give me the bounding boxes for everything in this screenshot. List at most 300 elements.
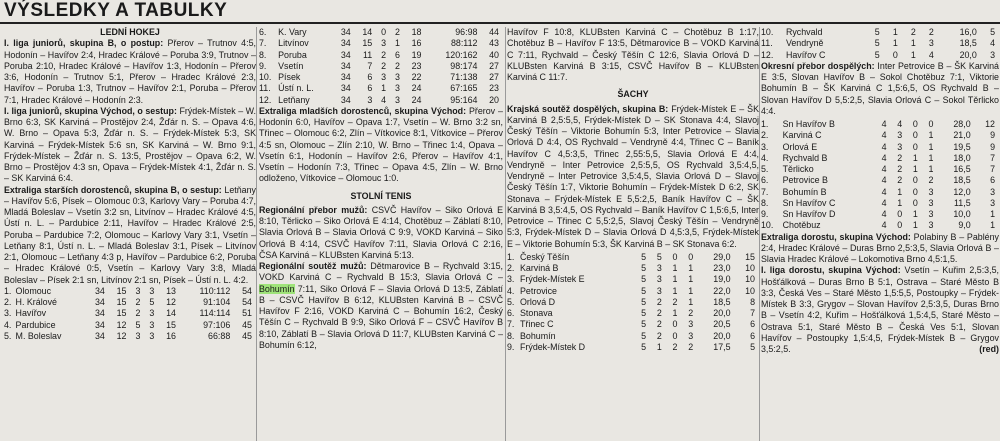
stat-cell: 1	[672, 263, 678, 273]
team-cell: Sn Havířov D	[782, 209, 836, 219]
stat-cell: 44	[489, 27, 499, 37]
heading: Extraliga mladších dorostenců, skupina Východ:	[259, 105, 467, 116]
stat-cell: 7	[990, 164, 995, 174]
stat-cell: 2	[928, 27, 934, 37]
heading: I. liga juniorů, skupina Východ, o sestup:	[4, 105, 177, 116]
team-cell: Sn Havířov B	[782, 119, 835, 129]
team-cell: M. Boleslav	[15, 330, 62, 341]
stat-cell: 4	[881, 197, 887, 208]
rank-cell: 2.	[507, 263, 515, 273]
page-title: VÝSLEDKY A TABULKY	[4, 0, 228, 21]
stat-cell: 5	[641, 319, 647, 330]
stat-cell: 1	[688, 296, 694, 307]
team-cell: H. Králové	[15, 297, 57, 307]
heading: Okresní přebor dospělých:	[761, 60, 875, 71]
stat-cell: 66:88	[208, 330, 231, 341]
team-cell: Orlová D	[520, 296, 556, 307]
table-row	[761, 142, 999, 153]
stat-cell: 43	[489, 38, 499, 49]
stat-cell: 3	[149, 330, 155, 341]
stat-cell: 3	[928, 197, 934, 208]
stat-cell: 3	[656, 285, 662, 296]
stat-cell: 67:165	[450, 83, 478, 94]
column-3	[507, 27, 759, 441]
stat-cell: 8	[750, 296, 755, 307]
stat-cell: 4	[881, 119, 887, 129]
stat-cell: 18,5	[959, 38, 977, 49]
stat-cell: 1	[990, 209, 995, 219]
stat-cell: 0	[672, 330, 678, 341]
table-row	[761, 27, 999, 38]
stat-cell: 2	[897, 164, 903, 174]
results-text: Přerov – Trutnov 4:5, Hodonín – Havířov 2:4, Hradec Králové – Poruba 3:9, Trutnov – Poruba 2:10, Hradec Králové – Havířov 1:3, Hodonín – Přerov 3:6, Hodonín – Trutnov 5:1, Přerov – Hradec Králové 2:3, Havířov – Poruba 1:3, Trutnov – Havířov 2:1, Poruba – Přerov 7:1, Hradec Králové – Hodonín 2:3.	[4, 38, 256, 105]
stat-cell: 24	[411, 83, 422, 94]
stat-cell: 3	[928, 38, 934, 49]
rank-cell: 10.	[761, 220, 774, 231]
column-2	[259, 27, 503, 441]
stat-cell: 0	[892, 49, 898, 60]
stat-cell: 34	[340, 49, 351, 60]
rank-cell: 6.	[761, 175, 769, 186]
team-cell: Bohumín B	[782, 186, 827, 197]
stat-cell: 5	[641, 341, 647, 352]
stat-cell: 2	[656, 308, 662, 318]
team-cell: Olomouc	[15, 285, 52, 296]
team-cell: Frýdek-Místek D	[520, 341, 586, 352]
stat-cell: 9	[990, 141, 995, 152]
team-cell: Petrovice B	[782, 175, 828, 186]
stat-cell: 12	[116, 330, 127, 341]
stat-cell: 16,5	[953, 164, 971, 174]
stat-cell: 4	[881, 130, 887, 141]
stat-cell: 4	[897, 119, 903, 129]
rank-cell: 1.	[761, 119, 769, 129]
stat-cell: 1	[897, 197, 903, 208]
stat-cell: 34	[340, 27, 351, 37]
stat-cell: 3	[928, 209, 934, 219]
stat-cell: 11,5	[954, 197, 971, 208]
stat-cell: 1	[910, 38, 916, 49]
stat-cell: 1	[928, 130, 934, 141]
stat-cell: 5	[641, 263, 647, 273]
stat-cell: 1	[892, 38, 898, 49]
team-cell: Sn Havířov C	[782, 197, 836, 208]
stat-cell: 2	[395, 60, 400, 71]
team-cell: Rychvald	[785, 27, 823, 37]
stat-cell: 23	[411, 60, 422, 71]
stat-cell: 0	[912, 175, 918, 186]
stat-cell: 1	[381, 83, 387, 94]
stat-cell: 28,0	[953, 119, 971, 129]
stat-cell: 3	[395, 72, 400, 82]
column-1	[4, 27, 256, 441]
stat-cell: 3	[928, 220, 934, 231]
team-cell: Třinec C	[520, 319, 554, 330]
rank-cell: 2.	[761, 130, 769, 141]
stat-cell: 4	[881, 175, 887, 186]
page-header	[0, 0, 1000, 24]
team-cell: Rychvald B	[782, 152, 828, 163]
rank-cell: 5.	[507, 296, 515, 307]
stat-cell: 12,0	[953, 186, 971, 197]
stat-cell: 1	[656, 341, 662, 352]
stat-cell: 2	[381, 60, 387, 71]
stat-cell: 1	[928, 152, 934, 163]
heading: Regionální soutěž mužů:	[259, 261, 367, 271]
stat-cell: 3	[990, 49, 995, 60]
stat-cell: 2	[928, 175, 934, 186]
rank-cell: 8.	[259, 49, 267, 60]
team-cell: Těrlicko	[782, 164, 814, 174]
table-row	[259, 72, 503, 83]
stat-cell: 2	[897, 175, 903, 186]
stat-cell: 5	[750, 341, 755, 352]
stat-cell: 16	[166, 330, 176, 341]
article-youth-extraliga	[761, 232, 999, 266]
stat-cell: 2	[897, 152, 903, 163]
results-text: Přerov – Hodonín 6:0, Havířov – Opava 1:7, Vsetín – W. Brno 3:2 sn, Třinec – Olomouc 6:2, Zlín – Vítkovice 8:1, Vítkovice – Přerov 4:5 sn, Olomouc – Zlín 2:10, W. Brno – Třinec 1:4, Opava – Vsetín 6:1, Hodonín – Havířov 2:6, Přerov – Havířov 4:1, Vsetín – Hodonín 7:3, Třinec – Opava 4:5, Zlín – W. Brno odloženo, Vítkovice – Olomouc 1:0.	[259, 105, 503, 184]
stat-cell: 12	[166, 297, 176, 307]
team-cell: Karviná C	[782, 130, 822, 141]
stat-cell: 18,0	[953, 152, 971, 163]
rank-cell: 3.	[761, 141, 769, 152]
stat-cell: 7	[990, 152, 995, 163]
stat-cell: 96:98	[455, 27, 478, 37]
team-cell: Orlová E	[782, 141, 818, 152]
team-cell: Letňany	[278, 94, 310, 105]
stat-cell: 3	[149, 308, 155, 319]
stat-cell: 1	[672, 308, 678, 318]
stat-cell: 34	[94, 285, 105, 296]
stat-cell: 7	[750, 308, 755, 318]
stat-cell: 3	[990, 186, 995, 197]
table-row	[259, 38, 503, 49]
column-4	[761, 27, 999, 441]
stat-cell: 3	[897, 141, 903, 152]
table-row	[4, 297, 256, 308]
article-juniors-b	[4, 38, 256, 106]
stat-cell: 4	[881, 186, 887, 197]
stat-cell: 0	[897, 220, 903, 231]
table-row	[507, 319, 759, 330]
stat-cell: 20,0	[713, 308, 731, 318]
stat-cell: 0	[688, 251, 694, 262]
stat-cell: 2	[688, 341, 694, 352]
table-row	[761, 209, 999, 220]
article-regional-league-continued: Havířov F 10:8, KLUBsten Karviná C – Chotěbuz B 1:17, Chotěbuz B – Havířov F 13:5, Dětmarovice B – VOKD Karviná C 7:11, Rychvald – Český Těšín C 12:6, Slavia Orlová D – KLUBsten Karviná B 3:15, CSVČ Havířov B – KLUBsten Karviná C 11:7.	[507, 27, 759, 82]
table-row	[761, 220, 999, 231]
stat-cell: 98:174	[450, 60, 478, 71]
stat-cell: 6	[367, 83, 373, 94]
stat-cell: 88:112	[450, 38, 478, 49]
section-title-hockey: LEDNÍ HOKEJ	[100, 27, 160, 37]
stat-cell: 14	[166, 308, 176, 319]
stat-cell: 5	[149, 297, 155, 307]
table-row	[761, 198, 999, 209]
stat-cell: 45	[242, 330, 252, 341]
stat-cell: 9	[990, 130, 995, 141]
stat-cell: 0	[912, 130, 918, 141]
rank-cell: 9.	[259, 60, 267, 71]
stat-cell: 15	[116, 308, 127, 319]
stat-cell: 2	[688, 308, 694, 318]
stat-cell: 2	[135, 308, 141, 319]
stat-cell: 4	[990, 38, 995, 49]
stat-cell: 3	[149, 285, 155, 296]
table-row	[4, 320, 256, 331]
article-regional-league	[259, 261, 503, 351]
stat-cell: 7	[367, 60, 373, 71]
standings-table-district	[761, 119, 999, 232]
heading: Extraliga dorostu, skupina Východ:	[761, 231, 911, 242]
stat-cell: 27	[489, 60, 499, 71]
stat-cell: 2	[395, 27, 400, 37]
rank-cell: 8.	[507, 330, 515, 341]
stat-cell: 2	[656, 319, 662, 330]
highlighted-team: Bohumín	[259, 283, 295, 294]
team-cell: Frýdek-Místek E	[520, 274, 585, 285]
stat-cell: 18,5	[713, 296, 731, 307]
stat-cell: 17,5	[713, 341, 731, 352]
stat-cell: 2	[135, 297, 141, 307]
stat-cell: 12	[116, 319, 127, 330]
table-row	[507, 308, 759, 319]
team-cell: Litvínov	[278, 38, 309, 49]
stat-cell: 34	[94, 330, 105, 341]
stat-cell: 3	[395, 94, 400, 105]
results-text: CSVČ Havířov – Siko Orlová E 8:10, Těrlicko – Siko Orlová E 4:14, Chotěbuz – Záblatí 8:10, Slavia Orlová B – Slavia Orlová C 9:9, VOKD Karviná – Siko Orlová B 4:14, CSVČ Havířov 7:11, Slavia Orlová C 2:16, ČSA Karviná – KLUBsten Karviná 5:13.	[259, 204, 503, 260]
stat-cell: 5	[874, 27, 880, 37]
article-youth-first-league	[761, 265, 999, 355]
stat-cell: 4	[881, 164, 887, 174]
article-younger-youth	[259, 106, 503, 185]
stat-cell: 1	[672, 285, 678, 296]
rank-cell: 7.	[761, 186, 769, 197]
rank-cell: 7.	[507, 319, 515, 330]
rank-cell: 11.	[259, 83, 271, 94]
stat-cell: 6	[750, 330, 755, 341]
stat-cell: 0	[672, 319, 678, 330]
table-row	[761, 38, 999, 49]
stat-cell: 24	[411, 94, 422, 105]
stat-cell: 1	[928, 141, 934, 152]
stat-cell: 0	[912, 197, 918, 208]
table-row	[761, 50, 999, 61]
stat-cell: 71:138	[450, 72, 478, 82]
standings-table-chess-regional	[507, 252, 759, 353]
table-row	[761, 153, 999, 164]
stat-cell: 15	[362, 38, 373, 49]
stat-cell: 6	[990, 175, 995, 186]
stat-cell: 10	[745, 285, 755, 296]
rank-cell: 4.	[761, 152, 769, 163]
stat-cell: 1	[990, 220, 995, 231]
stat-cell: 0	[928, 119, 934, 129]
team-cell: Poruba	[278, 49, 307, 60]
standings-table-hockey-continued	[259, 27, 503, 106]
stat-cell: 34	[94, 297, 105, 307]
stat-cell: 1	[672, 274, 678, 285]
stat-cell: 0	[912, 119, 918, 129]
stat-cell: 3	[149, 319, 155, 330]
team-cell: Havířov	[15, 308, 47, 319]
stat-cell: 1	[912, 164, 918, 174]
rank-cell: 10.	[761, 27, 774, 37]
article-district-championship	[761, 61, 999, 117]
stat-cell: 34	[94, 319, 105, 330]
stat-cell: 2	[656, 330, 662, 341]
rank-cell: 11.	[761, 38, 773, 49]
stat-cell: 3	[381, 38, 387, 49]
team-cell: Vendryně	[785, 38, 824, 49]
stat-cell: 34	[340, 94, 351, 105]
stat-cell: 1	[892, 27, 898, 37]
stat-cell: 29,0	[713, 251, 731, 262]
table-row	[507, 263, 759, 274]
stat-cell: 4	[881, 152, 887, 163]
table-row	[4, 286, 256, 297]
heading: Extraliga starších dorostenců, skupina B, o sestup:	[4, 184, 222, 195]
stat-cell: 3	[897, 130, 903, 141]
stat-cell: 13	[166, 285, 176, 296]
stat-cell: 97:106	[203, 319, 231, 330]
stat-cell: 22	[411, 72, 422, 82]
rank-cell: 9.	[761, 209, 769, 219]
stat-cell: 3	[381, 72, 387, 82]
stat-cell: 51	[242, 308, 252, 319]
heading: I. liga juniorů, skupina B, o postup:	[4, 38, 164, 49]
stat-cell: 16,0	[959, 27, 977, 37]
heading: Krajská soutěž dospělých, skupina B:	[507, 103, 669, 114]
stat-cell: 5	[990, 27, 995, 37]
table-row	[507, 286, 759, 297]
stat-cell: 3	[688, 330, 694, 341]
column-divider	[505, 27, 506, 441]
stat-cell: 3	[367, 94, 373, 105]
stat-cell: 54	[242, 297, 252, 307]
stat-cell: 20,5	[713, 319, 731, 330]
stat-cell: 5	[641, 274, 647, 285]
results-text: Inter Petrovice B – ŠK Karviná E 3:5, Slovan Havířov B – Sokol Chotěbuz 7:1, Viktorie Bohumín B – ŠK Karviná C 1,5:6,5, OS Rychvald B – Slovan Havířov D 5,5:2,5, Slavia Orlová C – Sokol Těrlicko 4:4.	[761, 60, 999, 116]
stat-cell: 23	[489, 83, 499, 94]
stat-cell: 1	[912, 152, 918, 163]
team-cell: Karviná B	[520, 263, 559, 273]
article-chess-regional	[507, 104, 759, 250]
team-cell: Český Těšín	[520, 251, 570, 262]
stat-cell: 3	[688, 319, 694, 330]
table-row	[4, 308, 256, 319]
team-cell: Havířov C	[785, 49, 826, 60]
stat-cell: 23,0	[713, 263, 731, 273]
stat-cell: 110:112	[199, 285, 231, 296]
results-text: Letňany – Havířov 5:6, Písek – Olomouc 0:3, Karlovy Vary – Poruba 4:7, Mladá Boleslav – Vsetín 3:2 sn, Litvínov – Hradec Králové 4:5, Ústí n. L. – Pardubice 2:11, Havířov – Hradec Králové 2:5, Poruba – Pardubice 7:2, Olomouc – Karlovy Vary 3:1, Vsetín – Letňany 8:1, Ústí n. L. – Mladá Boleslav 3:1, Písek – Litvínov 2:1, Olomouc – Letňany 4:3 p, Havířov – Pardubice 6:2, Poruba – Hradec Králové 0:5, Vsetín – Karlovy Vary 3:8, Mladá Boleslav – Písek 2:1 sn, Litvínov 2:1 sn, Písek – Ústí n. L. 4:2.	[4, 184, 256, 285]
section-title-chess: ŠACHY	[617, 89, 649, 100]
rank-cell: 12.	[761, 49, 774, 60]
stat-cell: 1	[897, 186, 903, 197]
stat-cell: 1	[928, 164, 934, 174]
stat-cell: 1	[688, 274, 694, 285]
results-text: Polabiny B – Pablény 2:4, Hradec Králové – Duras Brno 2,5:3,5, Slavia Orlová B – Slavia Hradec Králové – Lokomotiva Brno 4,5:1,5.	[761, 231, 999, 264]
stat-cell: 1	[395, 38, 400, 49]
stat-cell: 19,5	[953, 141, 971, 152]
team-cell: Vsetín	[278, 60, 304, 71]
stat-cell: 6	[395, 49, 400, 60]
stat-cell: 0	[897, 209, 903, 219]
table-row	[761, 119, 999, 130]
stat-cell: 12	[985, 119, 995, 129]
results-text: Frýdek-Místek E – ŠK Karviná B 2,5:5,5, Frýdek-Místek D – SK Stonava 4:4, Slavoj Český Těšín – Viktorie Bohumín 5:3, Inter Petrovice – Slavia Orlová D 4:4, OS Rychvald – Vendryně 4:4, Třinec C – Baník Havířov C 4,5:3,5, Třinec 2,55:5,5, Slavia Orlová E 4:4, Vendryně – Inter Petrovice 2,5:5,5, OS Rychvald 3,5:4,5, Vendryně – Inter Petrovice 3,5:4,5, Slavia Orlová D – Slavoj Český Těšín 1:7, Viktorie Bohumín – Frýdek-Místek D 6:2, SK Stonava – Frýdek-Místek E 5,5:2,5, Baník Havířov C – ŠK Karviná B 3,5:4,5, OS Rychvald – Baník Havířov C 1,5:6,5, Inter Petrovice – Třinec C 5,5:2,5, Slavoj Český Těšín – Vendryně 5:3, Frýdek-Místek D – Slavia Orlová D 4,5:3,5, Frýdek-Místek E – Viktorie Bohumín 5:3, ŠK Karviná B – SK Stonava 6:2.	[507, 103, 759, 249]
table-row	[507, 274, 759, 285]
stat-cell: 10	[745, 274, 755, 285]
section-title-table-tennis: STOLNÍ TENIS	[350, 190, 412, 201]
stat-cell: 5	[641, 308, 647, 318]
rank-cell: 8.	[761, 197, 769, 208]
stat-cell: 114:114	[199, 308, 231, 319]
stat-cell: 2	[672, 341, 678, 352]
stat-cell: 3	[135, 285, 141, 296]
stat-cell: 2	[910, 27, 916, 37]
rank-cell: 12.	[259, 94, 272, 105]
table-row	[761, 164, 999, 175]
stat-cell: 34	[340, 72, 351, 82]
stat-cell: 15	[745, 251, 755, 262]
rank-cell: 7.	[259, 38, 267, 49]
stat-cell: 34	[94, 308, 105, 319]
table-row	[761, 130, 999, 141]
stat-cell: 45	[242, 319, 252, 330]
team-cell: Ústí n. L.	[278, 83, 314, 94]
stat-cell: 3	[135, 330, 141, 341]
standings-table-hockey	[4, 286, 256, 342]
stat-cell: 4	[881, 209, 887, 219]
stat-cell: 27	[489, 72, 499, 82]
rank-cell: 3.	[507, 274, 515, 285]
rank-cell: 6.	[507, 308, 515, 318]
stat-cell: 95:164	[450, 94, 478, 105]
rank-cell: 4.	[507, 285, 515, 296]
heading: Regionální přebor mužů:	[259, 204, 368, 215]
column-divider	[256, 27, 257, 441]
stat-cell: 1	[912, 220, 918, 231]
stat-cell: 0	[672, 251, 678, 262]
stat-cell: 5	[641, 285, 647, 296]
stat-cell: 15	[116, 297, 127, 307]
stat-cell: 5	[874, 38, 880, 49]
table-row	[507, 297, 759, 308]
results-text: Frýdek-Místek – W. Brno 6:3, SK Karviná – Prostějov 2:4, Žďár n. S. – Opava 4:6, W. Brno – Opava 5:3, Žďár n. S. – Frýdek-Místek 5:3, SK Karviná – Frýdek-Místek 5:6 sn, SK Karviná – W. Brno 9:1, Frýdek-Místek – Žďár n. S. 13:5, Prostějov – Opava 6:2, W. Brno – Prostějov 4:3 sn, Opava – Frýdek-Místek 4:1, Žďár n. S. – SK Karviná 6:4.	[4, 105, 256, 184]
table-row	[4, 331, 256, 342]
rank-cell: 6.	[259, 27, 267, 37]
stat-cell: 54	[242, 285, 252, 296]
stat-cell: 18,5	[953, 175, 971, 186]
stat-cell: 2	[656, 296, 662, 307]
table-row	[259, 83, 503, 94]
stat-cell: 3	[656, 263, 662, 273]
stat-cell: 5	[641, 251, 647, 262]
stat-cell: 16	[411, 38, 422, 49]
stat-cell: 34	[340, 38, 351, 49]
table-row	[259, 27, 503, 38]
stat-cell: 3	[928, 186, 934, 197]
stat-cell: 3	[990, 197, 995, 208]
table-row	[507, 252, 759, 263]
stat-cell: 34	[340, 60, 351, 71]
table-row	[507, 331, 759, 342]
team-cell: Pardubice	[15, 319, 56, 330]
stat-cell: 91:104	[203, 297, 231, 307]
results-text: Vsetín – Kuřim 2,5:3,5, Hošťálková – Duras Brno B 5:1, Ostrava – Staré Město B 3:3, Česká Ves – Staré Město 1,5:5,5, Postoupky – Frýdek-Místek B 3:3, Grygov – Slovan Havířov 2,5:3,5, Duras Brno B – Vsetín 4:2, Kuřim – Hošťálková 1,5:4,5, Staré Město – Ostrava 5:1, Staré Město B – Česká Ves 5:1, Slovan Havířov – Postoupky 1,5:4,5, Frýdek-Místek B – Grygov 3,5:2,5.	[761, 265, 999, 354]
table-row	[761, 175, 999, 186]
